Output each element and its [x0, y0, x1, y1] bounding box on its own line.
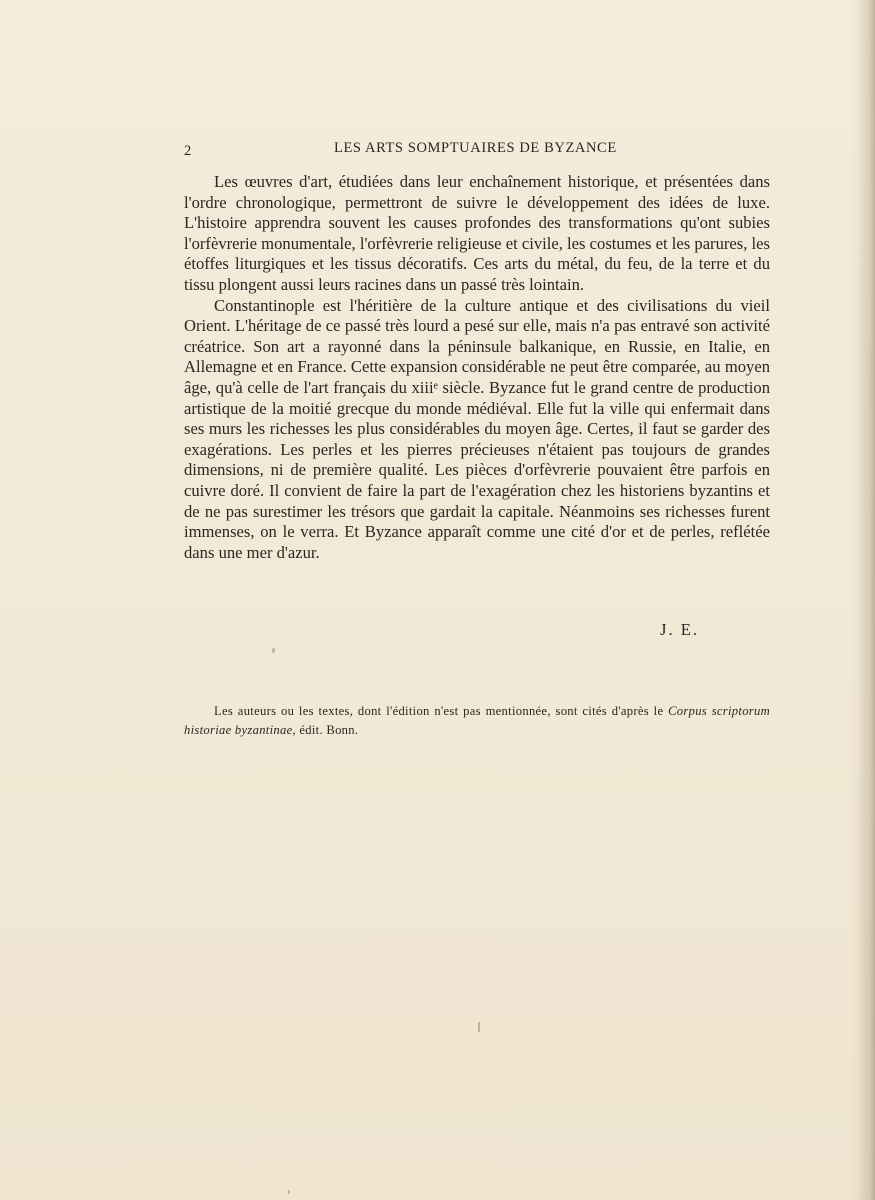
running-head [184, 140, 770, 162]
paper-speck [288, 1190, 290, 1194]
paper-speck [478, 1022, 480, 1032]
footnote [184, 702, 770, 740]
body-text [184, 172, 770, 563]
paper-speck [272, 648, 275, 653]
footnote-text: Les auteurs ou les textes, dont l'édition n'est pas mentionnée, sont cités d'après le [214, 704, 669, 718]
paragraph: Constantinople est l'héritière de la culture antique et des civilisations du vieil Orient. L'héritage de ce passé très lourd a pesé sur elle, mais n'a pas entravé son activité créatrice. Son art a rayonné dans la péninsule balkanique, en Russie, en Italie, en Allemagne et en France. Cette expansion considérable ne peut être comparée, au moyen âge, qu'à celle de l'art français du xiiiᵉ siècle. Byzance fut le grand centre de production artistique de la moitié grecque du monde médiéval. Elle fut la ville qui enfermait dans ses murs les richesses les plus considérables du moyen âge. Certes, il faut se garder des exagérations. Les perles et les pierres précieuses n'étaient pas toujours de grandes dimensions, ni de première qualité. Les pièces d'orfèvrerie pouvaient être parfois en cuivre doré. Il convient de faire la part de l'exagération chez les historiens byzantins et de ne pas surestimer les trésors que gardait la capitale. Néanmoins ses richesses furent immenses, on le verra. Et Byzance apparaît comme une cité d'or et de perles, reflétée dans une mer d'azur. [184, 295, 770, 562]
author-signature: J. E. [660, 620, 700, 639]
running-head-title: LES ARTS SOMPTUAIRES DE BYZANCE [334, 140, 617, 156]
paragraph: Les œuvres d'art, étudiées dans leur enchaînement historique, et présentées dans l'ordre chronologique, permettront de suivre le développement des idées de luxe. L'histoire apprendra souvent les causes profondes des transformations qu'ont subies l'orfèvrerie monumentale, l'orfèvrerie religieuse et civile, les costumes et les parures, les étoffes liturgiques et les tissus décoratifs. Ces arts du métal, du feu, de la terre et du tissu plongent aussi leurs racines dans un passé très lointain. [184, 172, 770, 294]
page-edge-shadow [857, 0, 875, 1200]
page-number: 2 [184, 143, 192, 159]
footnote-italic-title: Corpus scriptorum historiae byzantinae, [184, 704, 770, 737]
footnote-text-end: édit. Bonn. [295, 723, 359, 737]
